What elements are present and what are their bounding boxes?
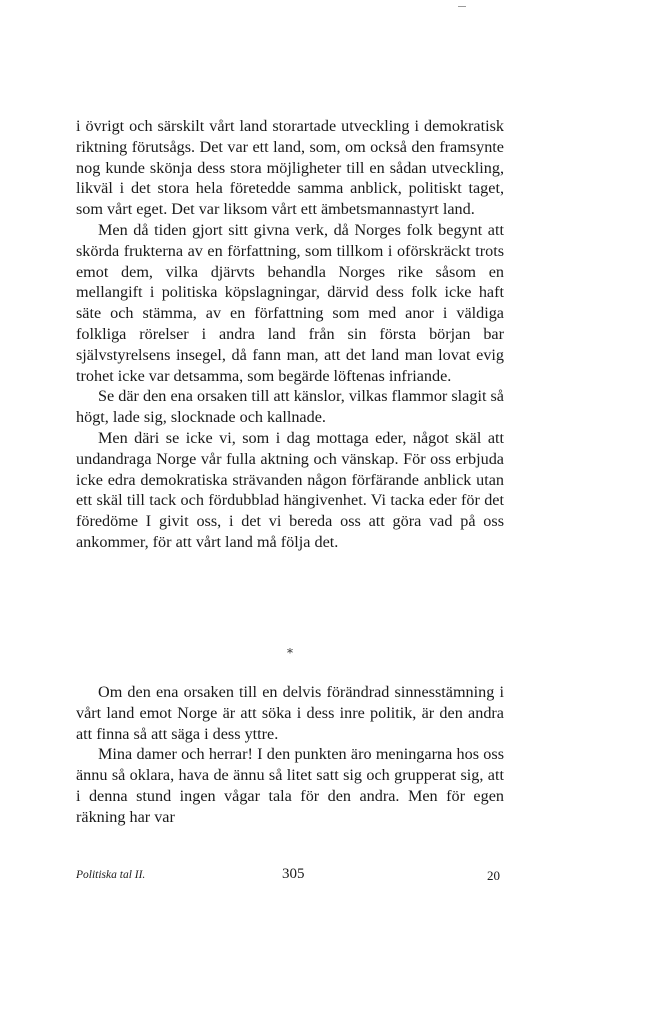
page-number: 305 — [282, 866, 305, 882]
section-separator: * — [287, 646, 293, 660]
paragraph: i övrigt och särskilt vårt land storartade utveckling i demokratisk riktning förutsågs. Det var ett land, som, om också den framsynte nog kunde skönja dess stora möjligheter till en sådan utveckling, likväl i det stora hela företedde samma anblick, politiskt taget, som vårt eget. Det var liksom vårt ett ämbetsmannastyrt land. — [76, 117, 504, 219]
paragraph: Men då tiden gjort sitt givna verk, då Norges folk begynt att skörda frukterna av en författning, som tillkom i oförskräckt trots emot dem, vilka djärvts behandla Norges rike såsom en mellangift i politiska köpslagningar, därvid dess folk icke haft säte och stämma, av en författning som med anor i väldiga folkliga rörelser i andra land från sin första början bar självstyrelsens insegel, då fann man, att det land man lovat evig trohet icke var detsamma, som begärde löftenas infriande. — [76, 220, 504, 385]
paragraph: Se där den ena orsaken till att känslor, vilkas flammor slagit så högt, lade sig, slocknade och kallnade. — [76, 387, 504, 427]
paragraph: Men däri se icke vi, som i dag mottaga eder, något skäl att undandraga Norge vår fulla aktning och vänskap. För oss erbjuda icke edra demokratiska strävanden någon förfärande anblick utan ett skäl till tack och fördubblad hängivenhet. Vi tacka eder för det föredöme I givit oss, i det vi bereda oss att göra vad på oss ankommer, för att vårt land må följa det. — [76, 428, 504, 551]
paragraph: Om den ena orsaken till en delvis förändrad sinnesstämning i vårt land emot Norge är att söka i dess inre politik, är den andra att finna så att säga i dess yttre. — [76, 683, 504, 743]
page-footer — [76, 866, 504, 886]
paragraph: Mina damer och herrar! I den punkten äro meningarna hos oss ännu så oklara, hava de ännu så litet satt sig och grupperat sig, att i denna stund ingen vågar tala för den andra. Men för egen räkning har var — [76, 745, 504, 826]
body-text-section-2 — [76, 682, 504, 828]
scan-mark — [458, 6, 466, 7]
body-text-section-1 — [76, 116, 504, 553]
signature-mark: 20 — [487, 868, 500, 883]
book-title: Politiska tal II. — [76, 869, 146, 881]
